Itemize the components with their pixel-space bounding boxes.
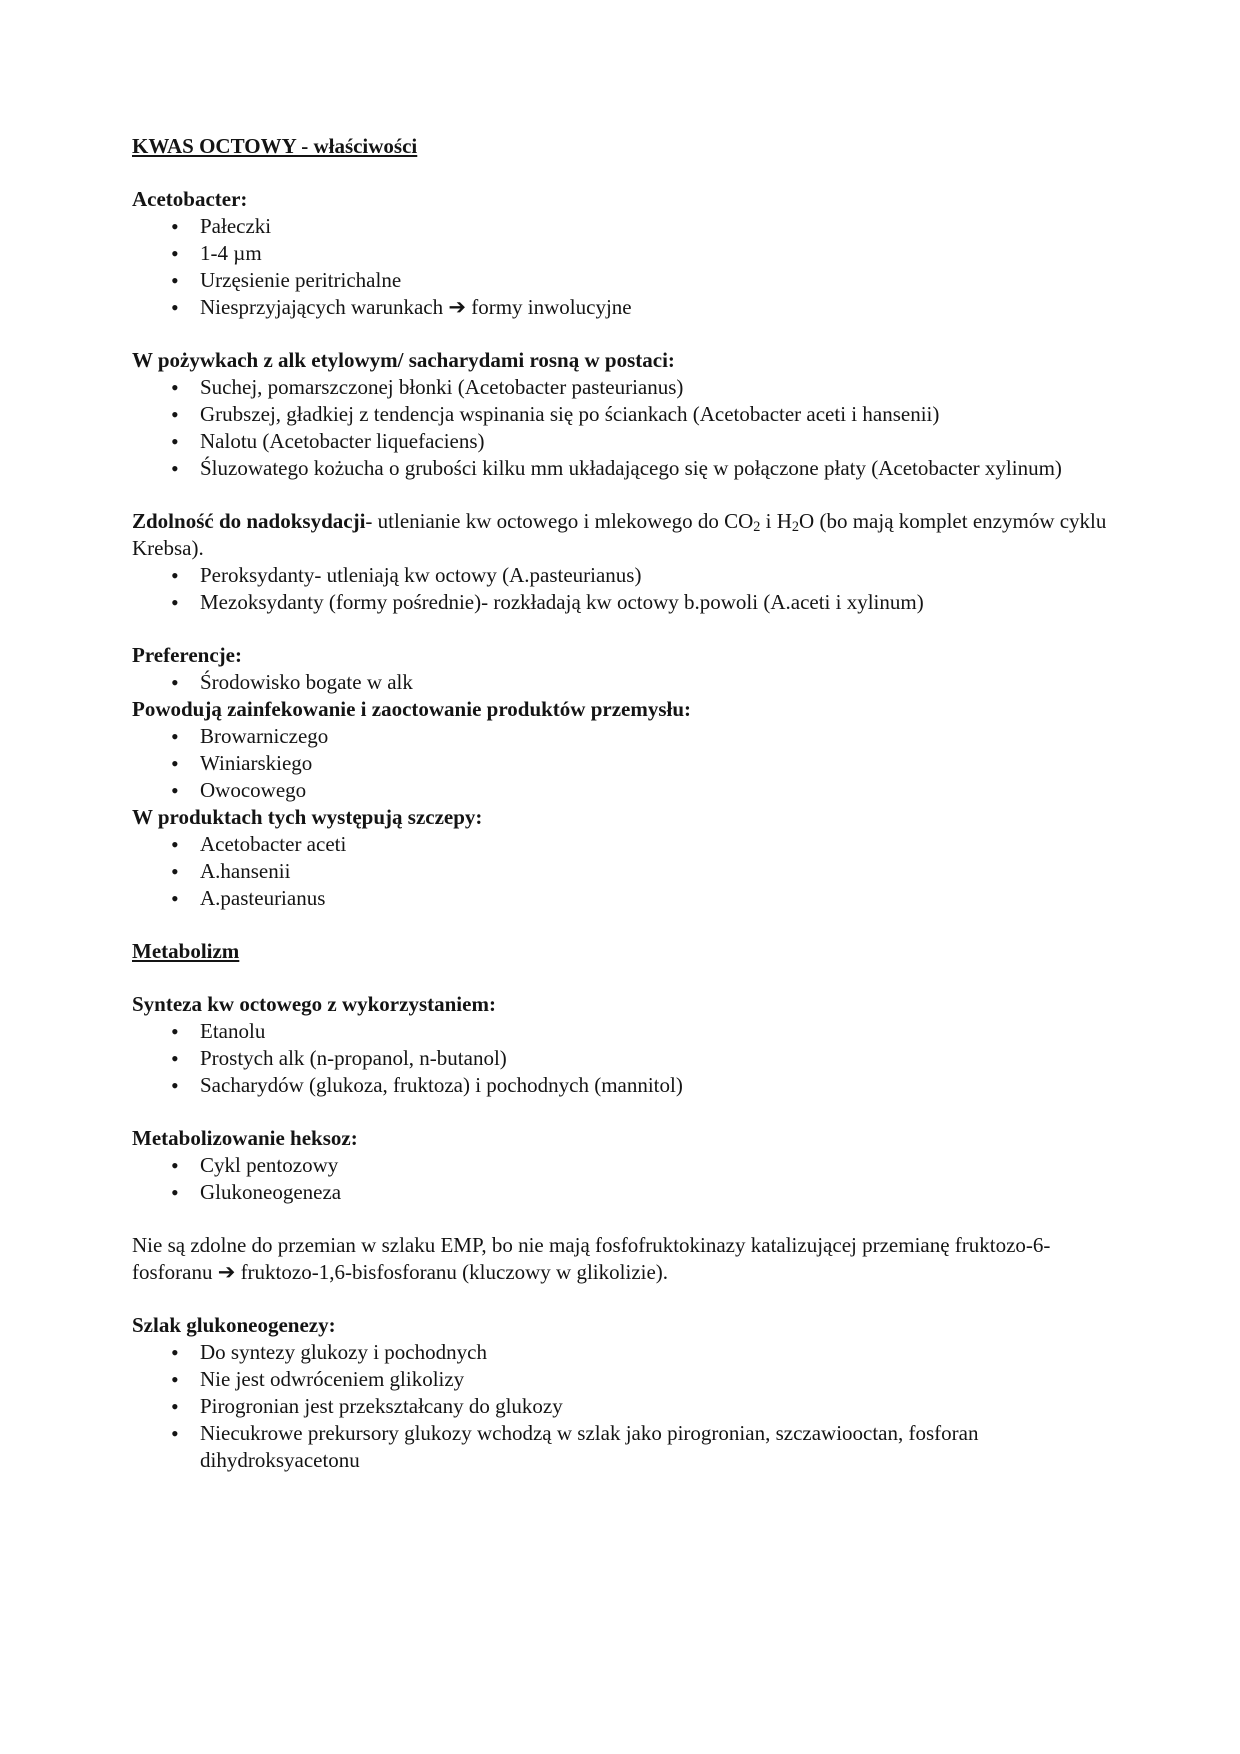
bullet-list xyxy=(132,723,1108,804)
bullet-item: • Do syntezy glukozy i pochodnych xyxy=(132,1339,1108,1366)
body-text: O (bo mają komplet enzymów cyklu Krebsa). xyxy=(132,509,1107,560)
bullet-item: • Etanolu xyxy=(132,1018,1108,1045)
section-heading: Acetobacter: xyxy=(132,187,248,211)
body-text: Nie są zdolne do przemian w szlaku EMP, bo nie mają fosfofruktokinazy katalizującej przemianę fruktozo-6-fosforanu ➔ fruktozo-1,6-bisfosforanu (kluczowy w glikolizie). xyxy=(132,1233,1051,1284)
bullet-list xyxy=(132,669,1108,696)
bullet-item: • Browarniczego xyxy=(132,723,1108,750)
bullet-item: • Suchej, pomarszczonej błonki (Acetobacter pasteurianus) xyxy=(132,374,1108,401)
subscript-text: 2 xyxy=(753,519,761,536)
section-heading: W produktach tych występują szczepy: xyxy=(132,805,483,829)
section-heading: Szlak glukoneogenezy: xyxy=(132,1313,336,1337)
section-heading: W pożywkach z alk etylowym/ sacharydami rosną w postaci: xyxy=(132,348,675,372)
bullet-list xyxy=(132,562,1108,616)
bullet-list xyxy=(132,1152,1108,1206)
bullet-item: • Środowisko bogate w alk xyxy=(132,669,1108,696)
document-content xyxy=(132,133,1108,1474)
bullet-item: • Mezoksydanty (formy pośrednie)- rozkładają kw octowy b.powoli (A.aceti i xylinum) xyxy=(132,589,1108,616)
bullet-item: • Peroksydanty- utleniają kw octowy (A.pasteurianus) xyxy=(132,562,1108,589)
paragraph xyxy=(132,1232,1108,1286)
bullet-item: • Sacharydów (glukoza, fruktoza) i pochodnych (mannitol) xyxy=(132,1072,1108,1099)
bullet-list xyxy=(132,213,1108,321)
bullet-item: • Niesprzyjających warunkach ➔ formy inwolucyjne xyxy=(132,294,1108,321)
bullet-list xyxy=(132,831,1108,912)
paragraph xyxy=(132,508,1108,562)
bullet-item: • Pałeczki xyxy=(132,213,1108,240)
bullet-item: • Urzęsienie peritrichalne xyxy=(132,267,1108,294)
bullet-item: • Grubszej, gładkiej z tendencja wspinania się po ściankach (Acetobacter aceti i hansenii) xyxy=(132,401,1108,428)
bullet-list xyxy=(132,1339,1108,1474)
bullet-item: • Nalotu (Acetobacter liquefaciens) xyxy=(132,428,1108,455)
section-title-underlined: KWAS OCTOWY - właściwości xyxy=(132,134,418,158)
bold-lead-text: Zdolność do nadoksydacji xyxy=(132,509,366,533)
bullet-item: • Niecukrowe prekursory glukozy wchodzą w szlak jako pirogronian, szczawiooctan, fosforan dihydroksyacetonu xyxy=(132,1420,1108,1474)
bullet-item: • Śluzowatego kożucha o grubości kilku mm układającego się w połączone płaty (Acetobacter xylinum) xyxy=(132,455,1108,482)
body-text: - utlenianie kw octowego i mlekowego do CO xyxy=(365,509,754,533)
bullet-item: • A.hansenii xyxy=(132,858,1108,885)
bullet-item: • Owocowego xyxy=(132,777,1108,804)
section-heading: Preferencje: xyxy=(132,643,242,667)
body-text: i H xyxy=(760,509,792,533)
bullet-item: • A.pasteurianus xyxy=(132,885,1108,912)
section-heading: Powodują zainfekowanie i zaoctowanie produktów przemysłu: xyxy=(132,697,692,721)
bullet-item: • Glukoneogeneza xyxy=(132,1179,1108,1206)
bullet-item: • 1-4 µm xyxy=(132,240,1108,267)
bullet-item: • Pirogronian jest przekształcany do glukozy xyxy=(132,1393,1108,1420)
bullet-item: • Nie jest odwróceniem glikolizy xyxy=(132,1366,1108,1393)
bullet-item: • Acetobacter aceti xyxy=(132,831,1108,858)
bullet-list xyxy=(132,374,1108,482)
bullet-list xyxy=(132,1018,1108,1099)
bullet-item: • Prostych alk (n-propanol, n-butanol) xyxy=(132,1045,1108,1072)
subscript-text: 2 xyxy=(791,519,800,536)
bullet-item: • Winiarskiego xyxy=(132,750,1108,777)
section-heading: Synteza kw octowego z wykorzystaniem: xyxy=(132,992,496,1016)
section-title-underlined: Metabolizm xyxy=(132,939,240,963)
bullet-item: • Cykl pentozowy xyxy=(132,1152,1108,1179)
section-heading: Metabolizowanie heksoz: xyxy=(132,1126,358,1150)
